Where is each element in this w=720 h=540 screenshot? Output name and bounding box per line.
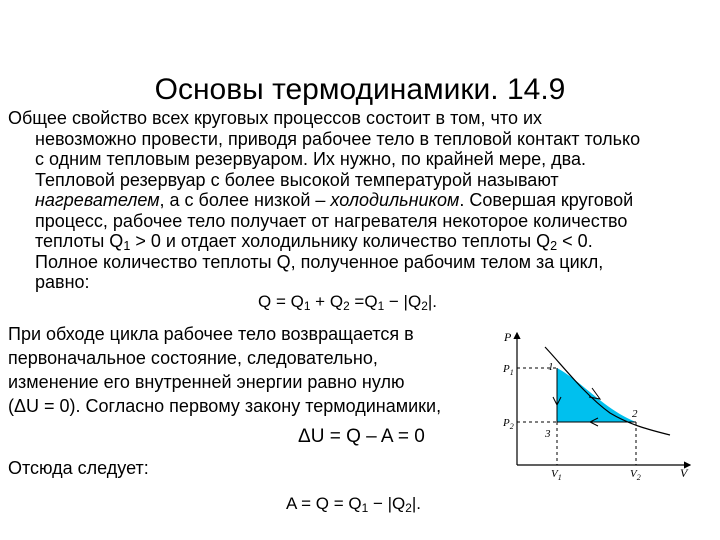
text-fragment: . Совершая круговой (459, 190, 634, 210)
term-cooler: холодильником (330, 190, 460, 210)
text-line: изменение его внутренней энергии равно нулю (8, 372, 405, 392)
text-line: Тепловой резервуар с более высокой температурой называют (35, 169, 559, 190)
text-line: Общее свойство всех круговых процессов состоит в том, что их (8, 108, 543, 128)
label-v2 (630, 468, 641, 480)
text-line: с одним тепловым резервуаром. Их нужно, по крайней мере, два. (35, 149, 587, 169)
subscript: 1 (377, 299, 385, 313)
formula-part: =Q (349, 292, 378, 311)
label-part: P (503, 363, 510, 375)
paragraph-first-law (8, 322, 498, 418)
label-p2 (502, 417, 514, 431)
formula-part: − |Q (384, 292, 422, 311)
label-part: V (551, 468, 558, 480)
label-subscript: 1 (557, 473, 562, 480)
axis-label-v: V (680, 466, 688, 480)
text-fragment: > 0 и отдает холодильнику количество теплоты Q (130, 231, 551, 251)
term-heater: нагревателем (35, 190, 160, 210)
formula-part: Q = Q (258, 292, 304, 311)
subscript: 2 (421, 299, 428, 313)
text-line: (ΔU = 0). Согласно первому закону термодинамики, (8, 396, 442, 416)
text-line: Полное количество теплоты Q, полученное рабочим телом за цикл, (35, 251, 604, 272)
subscript: 2 (550, 239, 558, 253)
subscript: 2 (405, 501, 412, 515)
label-part: P (503, 417, 510, 429)
formula-part: A = Q = Q (286, 494, 362, 513)
text-fragment: , а с более низкой – (159, 190, 331, 210)
conclusion-text: Отсюда следует: (8, 458, 149, 478)
subscript: 1 (123, 239, 131, 253)
text-line (35, 231, 712, 252)
text-line: процесс, рабочее тело получает от нагревателя некоторое количество (35, 210, 628, 231)
formula-internal-energy: ΔU = Q – A = 0 (298, 426, 425, 447)
subscript: 1 (303, 299, 311, 313)
subscript: 2 (343, 299, 350, 313)
text-line: невозможно провести, приводя рабочее тело в тепловой контакт только (35, 128, 641, 149)
formula-part: − |Q (368, 494, 406, 513)
label-subscript: 1 (509, 368, 514, 377)
point-label-1: 1 (548, 361, 554, 373)
point-label-3: 3 (545, 428, 551, 440)
label-p1 (502, 363, 514, 377)
paragraph-cycle-property (8, 108, 712, 293)
text-line (35, 190, 712, 211)
formula-work (286, 494, 421, 514)
subscript: 1 (361, 501, 369, 515)
label-subscript: 2 (636, 473, 641, 480)
formula-total-heat (258, 292, 437, 312)
text-fragment: теплоты Q (35, 231, 124, 251)
text-line: При обходе цикла рабочее тело возвращается в (8, 324, 414, 344)
label-part: V (630, 468, 637, 480)
pv-cycle-diagram (500, 325, 710, 480)
text-line: равно: (35, 272, 90, 292)
formula-part: + Q (310, 292, 344, 311)
label-subscript: 2 (509, 422, 514, 431)
point-label-2: 2 (632, 408, 638, 420)
indented-block (8, 129, 712, 293)
slide-title: Основы термодинамики. 14.9 (154, 73, 566, 106)
axis-label-p: P (504, 330, 512, 344)
text-fragment: < 0. (557, 231, 593, 251)
label-v1 (551, 468, 562, 480)
formula-part: |. (411, 494, 422, 513)
formula-part: |. (427, 292, 437, 311)
text-line: первоначальное состояние, следовательно, (8, 348, 378, 368)
